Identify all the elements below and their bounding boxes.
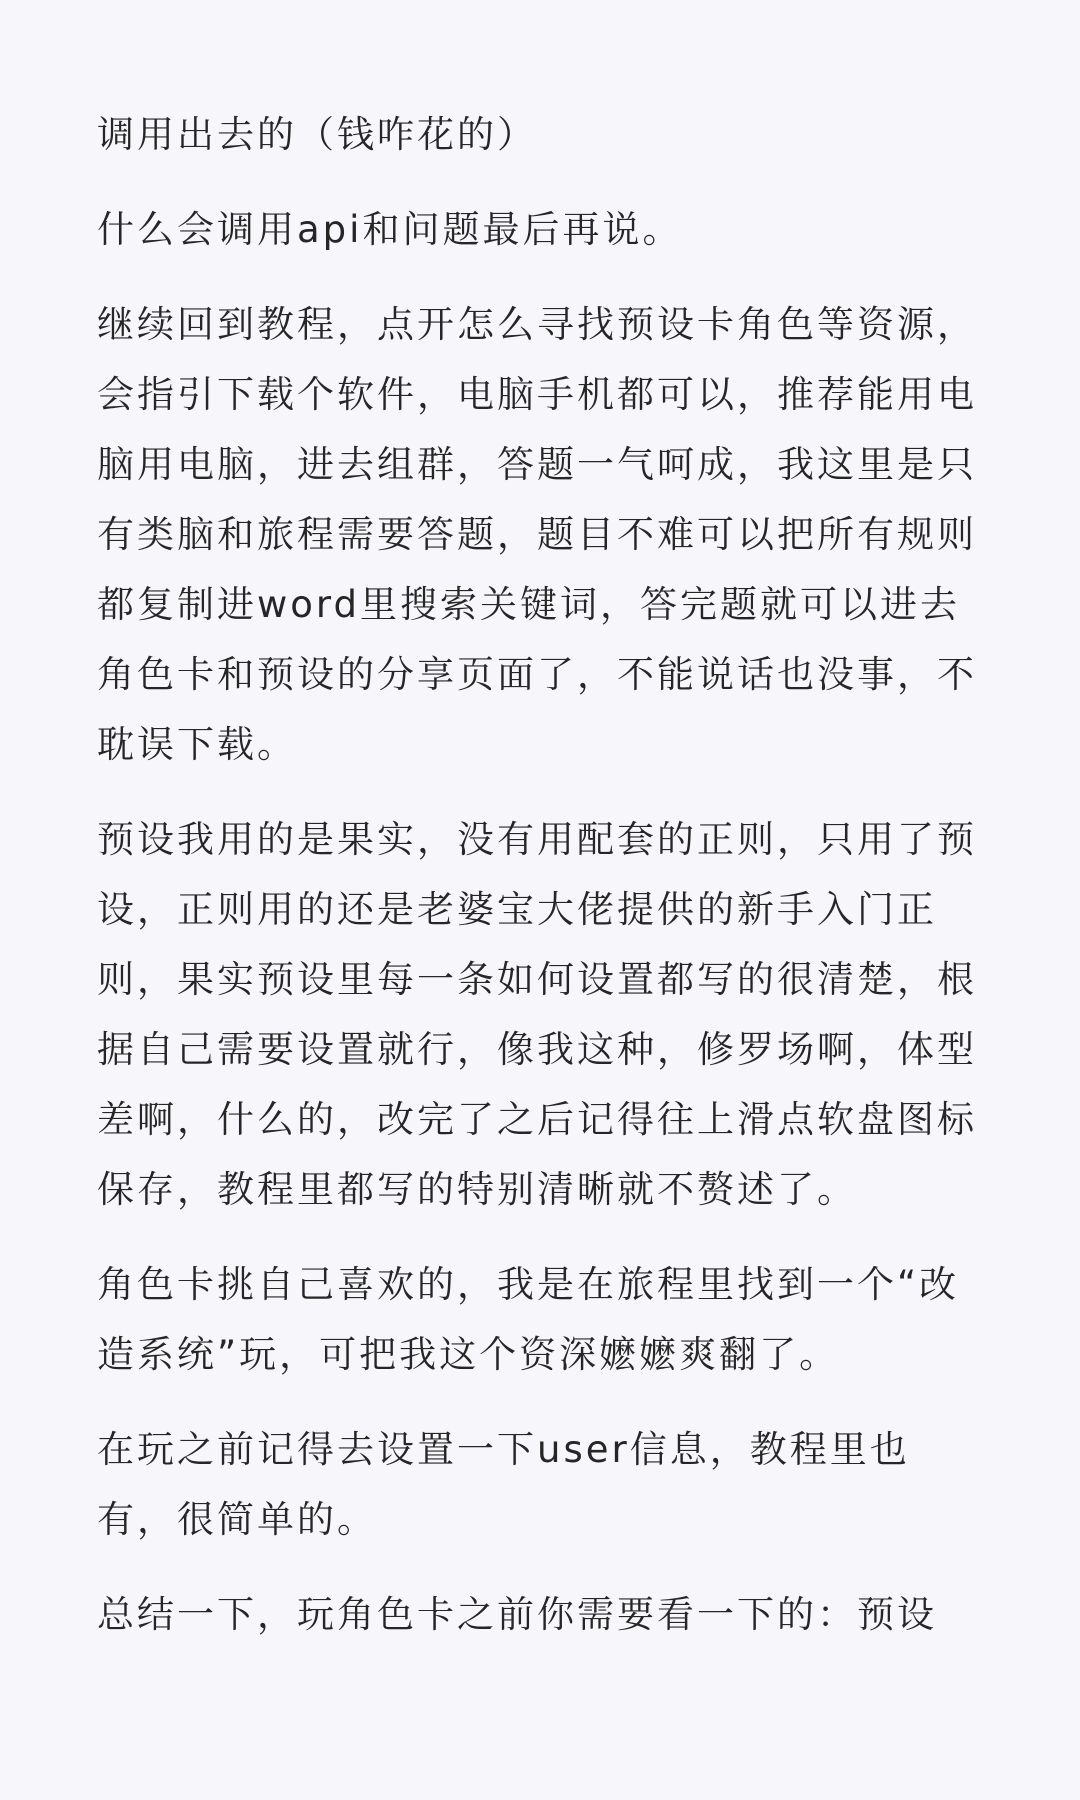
paragraph-1: 调用出去的（钱咋花的） — [97, 113, 537, 156]
paragraph-3: 继续回到教程，点开怎么寻找预设卡角色等资源，会指引下载个软件，电脑手机都可以，推荐能用电脑用电脑，进去组群，答题一气呵成，我这里是只有类脑和旅程需要答题，题目不难可以把所有规则都复制进word里搜索关键词，答完题就可以进去角色卡和预设的分享页面了，不能说话也没事，不耽误下载。 — [97, 303, 977, 766]
paragraph-5: 角色卡挑自己喜欢的，我是在旅程里找到一个“改造系统”玩，可把我这个资深嬷嬷爽翻了。 — [97, 1263, 960, 1376]
paragraph-4: 预设我用的是果实，没有用配套的正则，只用了预设，正则用的还是老婆宝大佬提供的新手入门正则，果实预设里每一条如何设置都写的很清楚，根据自己需要设置就行，像我这种，修罗场啊，体型差啊，什么的，改完了之后记得往上滑点软盘图标保存，教程里都写的特别清晰就不赘述了。 — [97, 818, 977, 1211]
paragraph-7: 总结一下，玩角色卡之前你需要看一下的：预设 — [97, 1593, 937, 1636]
article-body — [97, 100, 987, 1675]
paragraph-2: 什么会调用api和问题最后再说。 — [97, 208, 683, 251]
paragraph-6: 在玩之前记得去设置一下user信息，教程里也有，很简单的。 — [97, 1428, 910, 1541]
